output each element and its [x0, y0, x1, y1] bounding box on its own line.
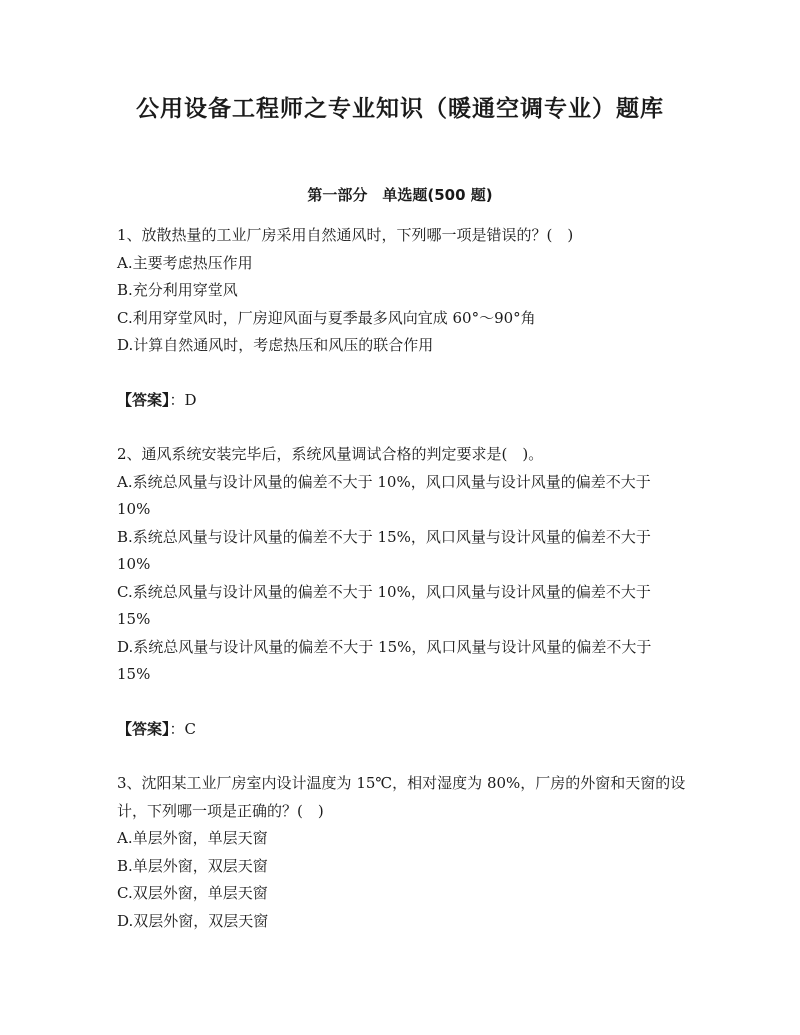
question-3-option-c: C.双层外窗，单层天窗: [117, 884, 268, 902]
answer-value: ：D: [169, 390, 197, 409]
question-3-option-d: D.双层外窗，双层天窗: [117, 911, 269, 930]
question-2-option-c: C.系统总风量与设计风量的偏差不大于 10%，风口风量与设计风量的偏差不大于 15%: [117, 582, 651, 628]
answer-label: 【答案】: [117, 390, 170, 409]
question-1-option-b: B.充分利用穿堂风: [117, 281, 238, 299]
question-1-answer: [117, 387, 687, 415]
question-1-option-d: D.计算自然通风时，考虑热压和风压的联合作用: [117, 336, 434, 354]
question-1-stem: 1、放散热量的工业厂房采用自然通风时，下列哪一项是错误的？( ): [117, 226, 574, 244]
document-title: 公用设备工程师之专业知识（暖通空调专业）题库: [136, 96, 664, 122]
question-2-stem: 2、通风系统安装完毕后，系统风量调试合格的判定要求是( )。: [117, 445, 544, 463]
question-2-option-b: B.系统总风量与设计风量的偏差不大于 15%，风口风量与设计风量的偏差不大于 10%: [117, 527, 651, 573]
answer-value: ：C: [169, 719, 196, 738]
section-heading: 第一部分 单选题(500 题): [307, 186, 493, 204]
question-3-stem: 3、沈阳某工业厂房室内设计温度为 15℃，相对湿度为 80%，厂房的外窗和天窗的设计，下列哪一项是正确的？( ): [117, 774, 686, 820]
question-3-option-a: A.单层外窗，单层天窗: [117, 829, 268, 847]
question-list: [117, 222, 687, 935]
question-2-option-a: A.系统总风量与设计风量的偏差不大于 10%，风口风量与设计风量的偏差不大于 10%: [117, 472, 651, 518]
answer-label: 【答案】: [117, 719, 170, 738]
question-2-answer: [117, 716, 687, 744]
question-3-option-b: B.单层外窗，双层天窗: [117, 856, 268, 875]
question-1-option-c: C.利用穿堂风时，厂房迎风面与夏季最多风向宜成 60°～90°角: [117, 308, 536, 327]
question-1-option-a: A.主要考虑热压作用: [117, 253, 253, 272]
question-2-option-d: D.系统总风量与设计风量的偏差不大于 15%，风口风量与设计风量的偏差不大于 15%: [117, 637, 652, 683]
